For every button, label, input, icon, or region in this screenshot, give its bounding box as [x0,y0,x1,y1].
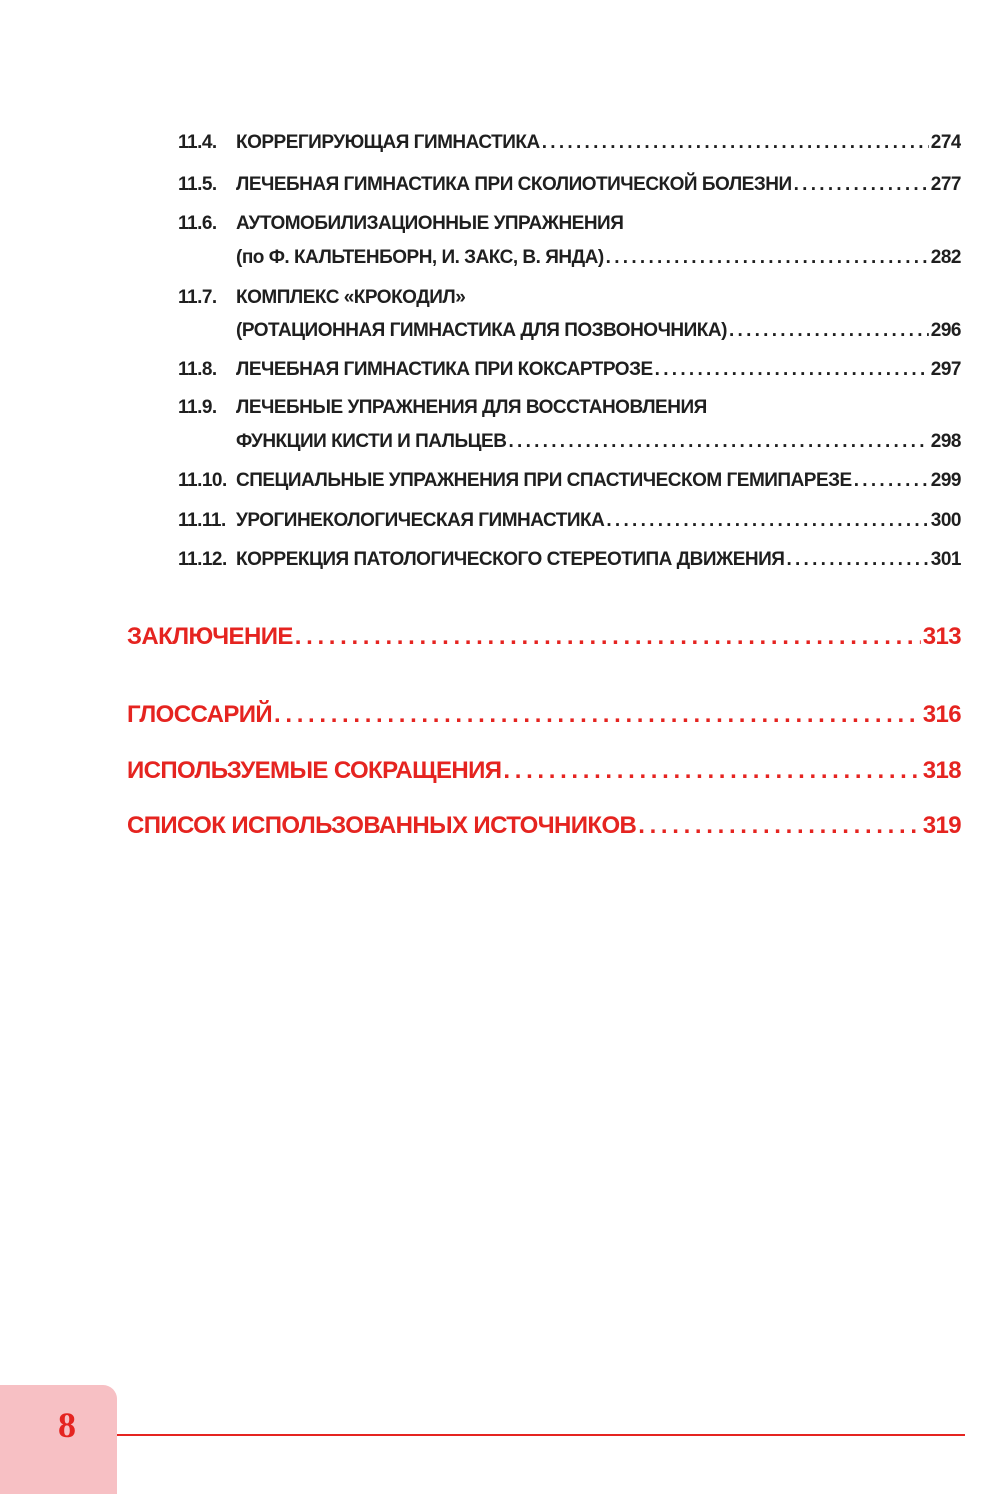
entry-title: ЛЕЧЕБНАЯ ГИМНАСТИКА ПРИ КОКСАРТРОЗЕ [236,359,653,380]
entry-title: ИСПОЛЬЗУЕМЫЕ СОКРАЩЕНИЯ [127,757,502,784]
entry-title: ФУНКЦИИ КИСТИ И ПАЛЬЦЕВ [236,431,507,452]
entry-title: (по Ф. КАЛЬТЕНБОРН, И. ЗАКС, В. ЯНДА) [236,247,604,268]
entry-title: СПЕЦИАЛЬНЫЕ УПРАЖНЕНИЯ ПРИ СПАСТИЧЕСКОМ ГЕМИПАРЕЗЕ [236,470,852,491]
dot-leader [638,812,921,840]
toc-entry-11-12[interactable] [178,545,961,571]
entry-title: КОРРЕКЦИЯ ПАТОЛОГИЧЕСКОГО СТЕРЕОТИПА ДВИЖЕНИЯ [236,549,785,570]
entry-page: 300 [930,510,961,531]
entry-title: ГЛОССАРИЙ [127,701,273,728]
entry-number: 11.6. [178,213,217,234]
entry-page: 318 [922,757,961,784]
entry-number: 11.4. [178,132,217,153]
dot-leader [295,623,921,651]
toc-entry-references[interactable] [127,808,961,840]
entry-number: 11.9. [178,397,217,418]
toc-entry-abbreviations[interactable] [127,753,961,785]
entry-title: АУТОМОБИЛИЗАЦИОННЫЕ УПРАЖНЕНИЯ [236,213,624,234]
dot-leader [729,320,929,342]
toc-entry-11-9[interactable] [178,427,961,453]
entry-page: 301 [930,549,961,570]
dot-leader [854,470,929,492]
dot-leader [508,431,928,453]
entry-title: (РОТАЦИОННАЯ ГИМНАСТИКА ДЛЯ ПОЗВОНОЧНИКА) [236,320,727,341]
entry-page: 316 [922,701,961,728]
entry-number: 11.8. [178,359,217,380]
dot-leader [606,247,929,269]
entry-page: 299 [930,470,961,491]
toc-entry-11-7[interactable] [178,316,961,342]
toc-entry-glossary[interactable] [127,697,961,729]
dot-leader [542,132,929,154]
entry-title: КОМПЛЕКС «КРОКОДИЛ» [236,287,466,308]
entry-page: 282 [930,247,961,268]
footer-rule [117,1434,965,1436]
entry-number: 11.7. [178,287,217,308]
toc-entry-11-6-line1[interactable] [178,209,961,235]
dot-leader [655,359,929,381]
entry-title: ЛЕЧЕБНЫЕ УПРАЖНЕНИЯ ДЛЯ ВОССТАНОВЛЕНИЯ [236,397,707,418]
toc-entry-11-6[interactable] [178,243,961,269]
dot-leader [274,701,921,729]
entry-number: 11.12. [178,549,227,570]
entry-page: 297 [930,359,961,380]
entry-page: 274 [930,132,961,153]
dot-leader [794,174,929,196]
entry-title: УРОГИНЕКОЛОГИЧЕСКАЯ ГИМНАСТИКА [236,510,605,531]
entry-page: 319 [922,812,961,839]
entry-title: СПИСОК ИСПОЛЬЗОВАННЫХ ИСТОЧНИКОВ [127,812,637,839]
entry-title: КОРРЕГИРУЮЩАЯ ГИМНАСТИКА [236,132,540,153]
page-number: 8 [58,1405,76,1445]
dot-leader [606,510,928,532]
entry-page: 313 [922,623,961,650]
entry-page: 277 [930,174,961,195]
dot-leader [503,757,920,785]
entry-page: 296 [930,320,961,341]
toc-entry-11-7-line1[interactable] [178,283,961,309]
entry-title: ЛЕЧЕБНАЯ ГИМНАСТИКА ПРИ СКОЛИОТИЧЕСКОЙ БОЛЕЗНИ [236,174,792,195]
toc-entry-11-4[interactable] [178,128,961,154]
entry-page: 298 [930,431,961,452]
entry-title: ЗАКЛЮЧЕНИЕ [127,623,293,650]
toc-entry-11-10[interactable] [178,466,961,492]
dot-leader [786,549,928,571]
toc-entry-conclusion[interactable] [127,619,961,651]
entry-number: 11.11. [178,510,226,531]
toc-entry-11-8[interactable] [178,355,961,381]
entry-number: 11.5. [178,174,217,195]
toc-entry-11-5[interactable] [178,170,961,196]
entry-number: 11.10. [178,470,227,491]
toc-entry-11-11[interactable] [178,506,961,532]
toc-entry-11-9-line1[interactable] [178,393,961,419]
